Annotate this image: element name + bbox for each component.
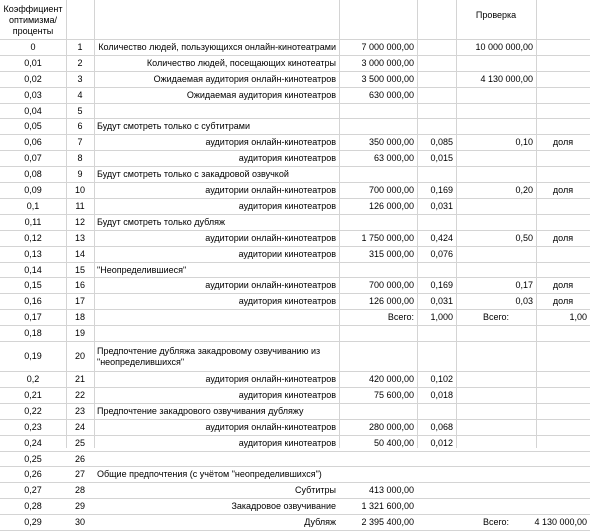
- unit-cell[interactable]: [536, 215, 590, 230]
- table-row: [0, 326, 590, 342]
- description-cell[interactable]: аудитория онлайн-кинотеатров: [205, 374, 336, 385]
- description-cell[interactable]: "Неопределившиеся": [97, 264, 187, 275]
- row-number-cell[interactable]: 28: [74, 485, 85, 496]
- row-number-cell[interactable]: 22: [74, 389, 85, 400]
- value-cell[interactable]: [339, 167, 417, 182]
- unit-cell[interactable]: [536, 388, 590, 403]
- table-row: [0, 231, 590, 247]
- value-cell[interactable]: 3 000 000,00: [361, 57, 414, 68]
- description-cell[interactable]: [94, 452, 339, 467]
- row-number-cell[interactable]: 21: [74, 374, 85, 385]
- coefficient-cell[interactable]: 0,26: [24, 469, 42, 480]
- share-cell[interactable]: 1,000: [430, 312, 453, 323]
- table-row: [0, 342, 590, 372]
- row-number-cell[interactable]: 8: [77, 153, 83, 164]
- value-cell[interactable]: 350 000,00: [368, 137, 414, 148]
- value-cell[interactable]: 63 000,00: [373, 153, 414, 164]
- table-row: [0, 310, 590, 326]
- row-number-cell[interactable]: 16: [74, 280, 85, 291]
- unit-cell[interactable]: [536, 420, 590, 435]
- check-value-cell[interactable]: 4 130 000,00: [480, 73, 533, 84]
- table-row: [0, 167, 590, 183]
- row-number-cell[interactable]: 30: [74, 517, 85, 528]
- value-cell[interactable]: 50 400,00: [373, 437, 414, 448]
- description-cell[interactable]: Будут смотреть только с закадровой озвучкой: [97, 169, 289, 180]
- check-value-cell[interactable]: [456, 167, 536, 182]
- unit-cell[interactable]: 1,00: [569, 312, 587, 323]
- coefficient-cell[interactable]: 0,1: [26, 200, 40, 211]
- share-cell[interactable]: [417, 483, 456, 498]
- table-row: [0, 468, 590, 484]
- description-cell[interactable]: аудитория кинотеатров: [238, 437, 336, 448]
- check-value-cell[interactable]: [456, 215, 536, 230]
- table-row: [0, 40, 590, 56]
- coefficient-cell[interactable]: 0,15: [24, 280, 42, 291]
- coefficient-cell[interactable]: 0,19: [24, 351, 42, 362]
- row-number-cell[interactable]: 14: [74, 248, 85, 259]
- description-cell[interactable]: Субтитры: [294, 485, 336, 496]
- unit-cell[interactable]: [536, 342, 590, 371]
- check-column-header[interactable]: Проверка: [475, 10, 517, 20]
- coefficient-cell[interactable]: 0,29: [24, 517, 42, 528]
- share-cell[interactable]: 0,169: [430, 280, 453, 291]
- unit-cell[interactable]: [536, 56, 590, 71]
- description-cell[interactable]: аудитория онлайн-кинотеатров: [205, 137, 336, 148]
- value-cell[interactable]: 280 000,00: [368, 421, 414, 432]
- coefficient-cell[interactable]: 0,27: [24, 485, 42, 496]
- check-value-cell[interactable]: 0,03: [515, 296, 533, 307]
- coefficient-cell[interactable]: 0,05: [24, 121, 42, 132]
- check-value-cell[interactable]: [456, 420, 536, 435]
- unit-cell[interactable]: [536, 499, 590, 514]
- table-row: [0, 135, 590, 151]
- value-cell[interactable]: [339, 468, 417, 483]
- coefficient-cell[interactable]: 0,02: [24, 73, 42, 84]
- share-cell[interactable]: 0,031: [430, 296, 453, 307]
- value-cell[interactable]: 2 395 400,00: [361, 517, 414, 528]
- table-row: [0, 88, 590, 104]
- row-number-cell[interactable]: 2: [77, 57, 83, 68]
- share-cell[interactable]: [417, 167, 456, 182]
- column-d-header[interactable]: [339, 0, 417, 39]
- description-cell[interactable]: Закадровое озвучивание: [231, 501, 336, 512]
- coefficient-cell[interactable]: 0,16: [24, 296, 42, 307]
- description-cell[interactable]: Ожидаемая аудитория кинотеатров: [186, 89, 336, 100]
- row-number-cell[interactable]: 24: [74, 421, 85, 432]
- coefficient-cell[interactable]: 0,06: [24, 137, 42, 148]
- row-number-cell[interactable]: 29: [74, 501, 85, 512]
- column-e-header[interactable]: [417, 0, 456, 39]
- coefficient-cell[interactable]: 0,04: [24, 105, 42, 116]
- table-row: [0, 56, 590, 72]
- share-cell[interactable]: 0,031: [430, 200, 453, 211]
- check-value-cell[interactable]: Всего:: [482, 312, 510, 323]
- table-row: [0, 104, 590, 120]
- row-number-cell[interactable]: 23: [74, 405, 85, 416]
- table-row: [0, 151, 590, 167]
- table-row: [0, 515, 590, 531]
- table-row: [0, 372, 590, 388]
- unit-cell[interactable]: доля: [552, 232, 574, 243]
- row-number-cell[interactable]: 1: [77, 41, 83, 52]
- description-cell[interactable]: [94, 326, 339, 341]
- unit-cell[interactable]: доля: [552, 280, 574, 291]
- check-value-cell[interactable]: [456, 499, 536, 514]
- value-cell[interactable]: [339, 263, 417, 278]
- description-cell[interactable]: аудитории онлайн-кинотеатров: [205, 280, 336, 291]
- share-cell[interactable]: 0,068: [430, 421, 453, 432]
- value-cell[interactable]: 315 000,00: [368, 248, 414, 259]
- value-cell[interactable]: Всего:: [387, 312, 414, 323]
- check-value-cell[interactable]: 10 000 000,00: [475, 41, 533, 52]
- value-cell[interactable]: 126 000,00: [368, 296, 414, 307]
- value-cell[interactable]: [339, 120, 417, 135]
- description-cell[interactable]: Будут смотреть только дубляж: [97, 216, 225, 227]
- description-cell[interactable]: аудитория кинотеатров: [238, 200, 336, 211]
- table-row: [0, 120, 590, 136]
- check-value-cell[interactable]: [456, 199, 536, 214]
- unit-cell[interactable]: [536, 120, 590, 135]
- unit-cell[interactable]: [536, 263, 590, 278]
- share-cell[interactable]: [417, 404, 456, 419]
- share-cell[interactable]: 0,085: [430, 137, 453, 148]
- row-number-cell[interactable]: 11: [75, 200, 85, 211]
- share-cell[interactable]: 0,076: [430, 248, 453, 259]
- unit-cell[interactable]: [536, 151, 590, 166]
- row-number-cell[interactable]: 6: [77, 121, 83, 132]
- check-value-cell[interactable]: [456, 151, 536, 166]
- unit-cell[interactable]: [536, 372, 590, 387]
- column-divider: [94, 0, 95, 448]
- row-number-cell[interactable]: 27: [74, 469, 85, 480]
- value-cell[interactable]: 700 000,00: [368, 185, 414, 196]
- check-value-cell[interactable]: [456, 388, 536, 403]
- row-number-cell[interactable]: 25: [74, 437, 85, 448]
- column-divider: [417, 0, 418, 448]
- table-row: [0, 183, 590, 199]
- share-cell[interactable]: [417, 342, 456, 371]
- share-cell[interactable]: [417, 499, 456, 514]
- table-row: [0, 483, 590, 499]
- share-cell[interactable]: [417, 263, 456, 278]
- description-cell[interactable]: аудитория кинотеатров: [238, 296, 336, 307]
- row-number-cell[interactable]: 7: [77, 137, 83, 148]
- description-cell[interactable]: аудитории онлайн-кинотеатров: [205, 185, 336, 196]
- description-cell[interactable]: Предпочтение дубляжа закадровому озвучиванию из "неопределившихся": [97, 345, 321, 367]
- row-number-cell[interactable]: 19: [74, 328, 85, 339]
- share-cell[interactable]: 0,012: [430, 437, 453, 448]
- column-b-header[interactable]: [66, 0, 94, 39]
- check-value-cell[interactable]: [456, 263, 536, 278]
- value-cell[interactable]: 420 000,00: [368, 374, 414, 385]
- check-value-cell[interactable]: [456, 404, 536, 419]
- unit-cell[interactable]: 4 130 000,00: [534, 517, 587, 528]
- column-divider: [339, 0, 340, 448]
- table-row: [0, 279, 590, 295]
- column-divider: [536, 0, 537, 448]
- table-row: [0, 420, 590, 436]
- table-row: [0, 436, 590, 452]
- check-value-cell[interactable]: [456, 468, 536, 483]
- share-cell[interactable]: [417, 452, 456, 467]
- unit-cell[interactable]: [536, 199, 590, 214]
- description-cell[interactable]: [94, 104, 339, 119]
- row-number-cell[interactable]: 4: [77, 89, 83, 100]
- description-cell[interactable]: аудитории онлайн-кинотеатров: [205, 232, 336, 243]
- share-cell[interactable]: 0,424: [430, 232, 453, 243]
- row-number-cell[interactable]: 5: [77, 105, 83, 116]
- value-cell[interactable]: 75 600,00: [373, 389, 414, 400]
- unit-cell[interactable]: доля: [552, 185, 574, 196]
- unit-cell[interactable]: [536, 104, 590, 119]
- check-value-cell[interactable]: [456, 120, 536, 135]
- share-cell[interactable]: 0,169: [430, 185, 453, 196]
- check-value-cell[interactable]: [456, 56, 536, 71]
- coefficient-cell[interactable]: 0,24: [24, 437, 42, 448]
- row-number-cell[interactable]: 18: [74, 312, 85, 323]
- column-divider: [66, 0, 67, 448]
- check-value-cell[interactable]: [456, 436, 536, 451]
- description-cell[interactable]: Количество людей, посещающих кинотеатры: [146, 57, 336, 68]
- row-number-cell[interactable]: 12: [74, 216, 85, 227]
- share-cell[interactable]: [417, 326, 456, 341]
- description-cell[interactable]: аудитория онлайн-кинотеатров: [205, 421, 336, 432]
- description-cell[interactable]: [94, 310, 339, 325]
- check-value-cell[interactable]: Всего:: [482, 517, 510, 528]
- description-cell[interactable]: Общие предпочтения (с учётом "неопределившихся"): [97, 469, 322, 480]
- share-cell[interactable]: 0,015: [430, 153, 453, 164]
- share-cell[interactable]: 0,018: [430, 389, 453, 400]
- table-row: [0, 499, 590, 515]
- description-cell[interactable]: аудитория кинотеатров: [238, 389, 336, 400]
- column-divider: [456, 0, 457, 448]
- row-number-cell[interactable]: 9: [77, 169, 83, 180]
- coefficient-cell[interactable]: 0,28: [24, 501, 42, 512]
- value-cell[interactable]: 1 321 600,00: [361, 501, 414, 512]
- share-cell[interactable]: [417, 515, 456, 530]
- header-row: [0, 0, 590, 40]
- coefficient-cell[interactable]: 0,17: [24, 312, 42, 323]
- share-cell[interactable]: [417, 72, 456, 87]
- coefficient-cell[interactable]: 0,07: [24, 153, 42, 164]
- coefficient-cell[interactable]: 0,09: [24, 185, 42, 196]
- value-cell[interactable]: 700 000,00: [368, 280, 414, 291]
- table-row: [0, 215, 590, 231]
- share-cell[interactable]: 0,102: [430, 374, 453, 385]
- check-value-cell[interactable]: [456, 372, 536, 387]
- row-number-cell[interactable]: 3: [77, 73, 83, 84]
- description-cell[interactable]: Количество людей, пользующихся онлайн-кинотеатрами: [98, 41, 336, 52]
- check-value-cell[interactable]: 0,17: [515, 280, 533, 291]
- share-cell[interactable]: [417, 120, 456, 135]
- coefficient-cell[interactable]: 0,08: [24, 169, 42, 180]
- row-number-cell[interactable]: 13: [74, 232, 85, 243]
- share-cell[interactable]: [417, 104, 456, 119]
- description-cell[interactable]: Будут смотреть только с субтитрами: [97, 121, 250, 132]
- description-cell[interactable]: Предпочтение закадрового озвучивания дубляжу: [97, 405, 304, 416]
- coefficient-cell[interactable]: 0,12: [24, 232, 42, 243]
- value-cell[interactable]: 3 500 000,00: [361, 73, 414, 84]
- coefficient-cell[interactable]: 0,21: [24, 389, 42, 400]
- table-row: [0, 452, 590, 468]
- unit-cell[interactable]: [536, 88, 590, 103]
- value-cell[interactable]: 1 750 000,00: [361, 232, 414, 243]
- coefficient-cell[interactable]: 0,22: [24, 405, 42, 416]
- check-value-cell[interactable]: [456, 342, 536, 371]
- coefficient-cell[interactable]: 0,25: [24, 453, 42, 464]
- check-value-cell[interactable]: 0,20: [515, 185, 533, 196]
- unit-cell[interactable]: [536, 40, 590, 55]
- share-cell[interactable]: [417, 88, 456, 103]
- row-number-cell[interactable]: 10: [74, 185, 85, 196]
- column-c-header[interactable]: [94, 0, 339, 39]
- share-cell[interactable]: [417, 215, 456, 230]
- coefficient-cell[interactable]: 0,01: [24, 57, 42, 68]
- value-cell[interactable]: [339, 452, 417, 467]
- unit-cell[interactable]: доля: [552, 137, 574, 148]
- share-cell[interactable]: [417, 56, 456, 71]
- table-row: [0, 72, 590, 88]
- share-cell[interactable]: [417, 468, 456, 483]
- unit-cell[interactable]: доля: [552, 296, 574, 307]
- unit-cell[interactable]: [536, 404, 590, 419]
- coefficient-cell[interactable]: 0,23: [24, 421, 42, 432]
- row-number-cell[interactable]: 26: [74, 453, 85, 464]
- unit-cell[interactable]: [536, 452, 590, 467]
- table-row: [0, 263, 590, 279]
- value-cell[interactable]: [339, 342, 417, 371]
- coefficient-cell[interactable]: 0,03: [24, 89, 42, 100]
- value-cell[interactable]: [339, 404, 417, 419]
- unit-cell[interactable]: [536, 436, 590, 451]
- check-value-cell[interactable]: [456, 326, 536, 341]
- coefficient-cell[interactable]: 0,11: [24, 216, 42, 227]
- description-cell[interactable]: Дубляж: [304, 517, 336, 528]
- table-row: [0, 199, 590, 215]
- coefficient-cell[interactable]: 0,14: [24, 264, 42, 275]
- check-value-cell[interactable]: [456, 452, 536, 467]
- value-cell[interactable]: [339, 326, 417, 341]
- unit-cell[interactable]: [536, 326, 590, 341]
- unit-cell[interactable]: [536, 483, 590, 498]
- coefficient-cell[interactable]: 0,18: [24, 328, 42, 339]
- check-value-cell[interactable]: [456, 247, 536, 262]
- value-cell[interactable]: 413 000,00: [368, 485, 414, 496]
- column-g-header[interactable]: [536, 0, 590, 39]
- unit-cell[interactable]: [536, 72, 590, 87]
- value-cell[interactable]: 7 000 000,00: [361, 41, 414, 52]
- check-value-cell[interactable]: [456, 483, 536, 498]
- check-value-cell[interactable]: 0,10: [515, 137, 533, 148]
- row-number-cell[interactable]: 17: [74, 296, 85, 307]
- value-cell[interactable]: [339, 104, 417, 119]
- coefficient-cell[interactable]: 0,13: [24, 248, 42, 259]
- description-cell[interactable]: аудитории кинотеатров: [238, 248, 336, 259]
- value-cell[interactable]: 630 000,00: [368, 89, 414, 100]
- description-cell[interactable]: аудитория кинотеатров: [238, 153, 336, 164]
- coefficient-cell[interactable]: 0: [30, 41, 36, 52]
- description-cell[interactable]: Ожидаемая аудитория онлайн-кинотеатров: [153, 73, 336, 84]
- table-row: [0, 404, 590, 420]
- row-number-cell[interactable]: 20: [74, 351, 85, 362]
- column-a-header[interactable]: Коэффициент оптимизма/ проценты: [3, 4, 63, 36]
- unit-cell[interactable]: [536, 468, 590, 483]
- value-cell[interactable]: 126 000,00: [368, 200, 414, 211]
- check-value-cell[interactable]: 0,50: [515, 232, 533, 243]
- row-number-cell[interactable]: 15: [74, 264, 85, 275]
- coefficient-cell[interactable]: 0,2: [26, 374, 40, 385]
- check-value-cell[interactable]: [456, 104, 536, 119]
- value-cell[interactable]: [339, 215, 417, 230]
- table-row: [0, 388, 590, 404]
- table-row: [0, 247, 590, 263]
- table-row: [0, 294, 590, 310]
- check-value-cell[interactable]: [456, 88, 536, 103]
- share-cell[interactable]: [417, 40, 456, 55]
- unit-cell[interactable]: [536, 167, 590, 182]
- unit-cell[interactable]: [536, 247, 590, 262]
